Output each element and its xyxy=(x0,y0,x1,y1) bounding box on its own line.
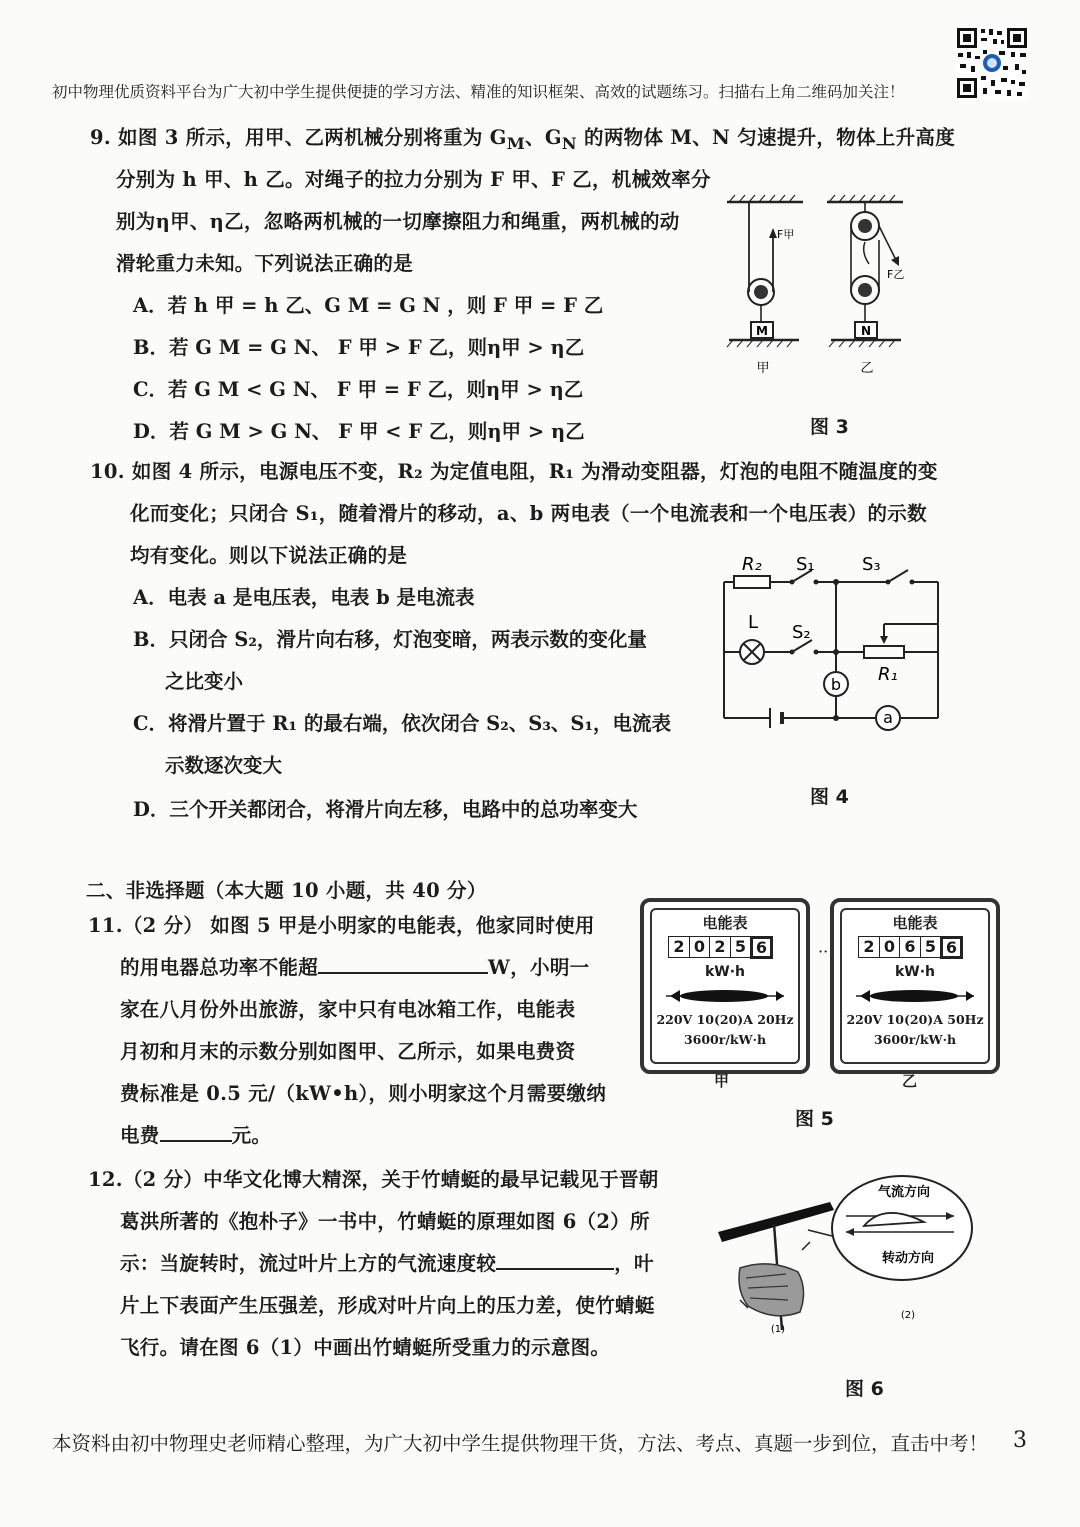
q12-blank-speed[interactable] xyxy=(496,1250,614,1270)
meter-left-digit: 2 xyxy=(668,936,690,958)
fig6-rotation-label: 转动方向 xyxy=(881,1251,935,1266)
q10-line1: 10. 如图 4 所示，电源电压不变，R₂ 为定值电阻，R₁ 为滑动变阻器，灯泡的电阻不随温度的变 xyxy=(90,460,938,483)
fig4-label-s1: S₁ xyxy=(796,554,815,575)
meter-right-spec: 220V 10(20)A 50Hz xyxy=(846,1012,984,1027)
q11-line5: 费标准是 0.5 元/（kW•h），则小明家这个月需要缴纳 xyxy=(120,1082,607,1105)
meter-left xyxy=(640,898,810,1074)
meter-right-digit: 5 xyxy=(920,936,942,958)
figure-3-caption: 图 3 xyxy=(810,416,849,438)
q9-line1: 9. 如图 3 所示，用甲、乙两机械分别将重为 $G_M$、$G_N$ 的两物体 M、N 匀速提升，物体上升高度 xyxy=(90,126,956,153)
fig4-label-r1: R₁ xyxy=(878,664,898,685)
q10-line3: 均有变化。则以下说法正确的是 xyxy=(130,544,408,567)
meter-left-rate: 3600r/kW·h xyxy=(683,1032,767,1047)
q10-option-d: D．三个开关都闭合，将滑片向左移，电路中的总功率变大 xyxy=(133,798,638,821)
fig4-label-s2: S₂ xyxy=(792,622,811,643)
meter-left-unit: kW·h xyxy=(704,964,746,980)
figure-4-caption: 图 4 xyxy=(810,786,849,808)
q10-option-b-cont: 之比变小 xyxy=(165,670,244,693)
q9-line4: 滑轮重力未知。下列说法正确的是 xyxy=(116,252,414,275)
meter-left-label: 甲 xyxy=(714,1072,730,1090)
q10-option-a: A．电表 a 是电压表，电表 b 是电流表 xyxy=(133,586,475,609)
meter-right-unit: kW·h xyxy=(894,964,936,980)
fig6-sub-1: (1) xyxy=(770,1324,786,1335)
meter-left-digits xyxy=(668,936,772,959)
meter-right-digit: 2 xyxy=(858,936,880,958)
q11-line6: 电费 元。 xyxy=(120,1124,272,1147)
qr-code xyxy=(955,26,1029,100)
fig3-object-m: M xyxy=(756,324,768,338)
meter-left-digit: 0 xyxy=(689,936,711,958)
q10-option-c-cont: 示数逐次变大 xyxy=(165,754,283,777)
fig3-force-left: F甲 xyxy=(777,228,795,241)
fig6-airflow-label: 气流方向 xyxy=(877,1185,931,1200)
section-2-title: 二、非选择题（本大题 10 小题，共 40 分） xyxy=(86,879,487,902)
fig4-meter-b: b xyxy=(830,675,842,694)
fig3-label-left: 甲 xyxy=(756,361,770,376)
q9-option-b: B．若 G M = G N、 F 甲 > F 乙，则η甲 > η乙 xyxy=(133,336,585,359)
page-number: 3 xyxy=(1013,1428,1027,1453)
q9-line2: 分别为 h 甲、h 乙。对绳子的拉力分别为 F 甲、F 乙，机械效率分 xyxy=(116,168,711,191)
meter-right-digits xyxy=(858,936,962,959)
figure-4-circuit xyxy=(712,548,952,738)
q10-option-c: C．将滑片置于 R₁ 的最右端，依次闭合 S₂、S₃、S₁，电流表 xyxy=(133,712,672,735)
header-banner: 初中物理优质资料平台为广大初中学生提供便捷的学习方法、精准的知识框架、高效的试题练习。扫描右上角二维码加关注！ xyxy=(52,83,905,101)
fig4-meter-a: a xyxy=(883,708,893,727)
meter-right-digit: 6 xyxy=(899,936,921,958)
meter-separator: ·· xyxy=(818,942,829,961)
q11-line4: 月初和月末的示数分别如图甲、乙所示，如果电费资 xyxy=(120,1040,576,1063)
q12-line5: 飞行。请在图 6（1）中画出竹蜻蜓所受重力的示意图。 xyxy=(120,1336,611,1359)
meter-left-digit-last: 6 xyxy=(750,936,773,959)
q9-option-d: D．若 G M > G N、 F 甲 < F 乙，则η甲 > η乙 xyxy=(133,420,585,443)
fig3-object-n: N xyxy=(860,324,872,338)
meter-right-digit: 0 xyxy=(879,936,901,958)
figure-6-bamboo-dragonfly xyxy=(712,1170,982,1340)
meter-left-title: 电能表 xyxy=(702,914,748,932)
q9-line3: 别为η甲、η乙，忽略两机械的一切摩擦阻力和绳重，两机械的动 xyxy=(116,210,680,233)
meter-left-spec: 220V 10(20)A 20Hz xyxy=(656,1012,794,1027)
q12-line2: 葛洪所著的《抱朴子》一书中，竹蜻蜓的原理如图 6（2）所 xyxy=(120,1210,650,1233)
meter-right-disc xyxy=(856,986,974,1006)
figure-6-caption: 图 6 xyxy=(845,1378,884,1400)
q9-option-c: C．若 G M < G N、 F 甲 = F 乙，则η甲 > η乙 xyxy=(133,378,584,401)
meter-left-digit: 5 xyxy=(730,936,752,958)
fig4-label-lamp: L xyxy=(748,612,759,633)
meter-left-disc xyxy=(666,986,784,1006)
meter-right-label: 乙 xyxy=(902,1072,918,1090)
figure-3-pulleys xyxy=(715,190,915,390)
footer-text: 本资料由初中物理史老师精心整理，为广大初中学生提供物理干货，方法、考点、真题一步到位，直击中考！ xyxy=(52,1432,989,1455)
fig3-label-right: 乙 xyxy=(860,361,874,376)
q11-blank-cost[interactable] xyxy=(160,1122,232,1142)
q12-line1: 12.（2 分）中华文化博大精深，关于竹蜻蜓的最早记载见于晋朝 xyxy=(88,1168,659,1191)
q10-option-b: B．只闭合 S₂，滑片向右移，灯泡变暗，两表示数的变化量 xyxy=(133,628,647,651)
meter-left-digit: 2 xyxy=(709,936,731,958)
q10-line2: 化而变化；只闭合 S₁，随着滑片的移动，a、b 两电表（一个电流表和一个电压表）的示数 xyxy=(130,502,927,525)
q11-line1: 11.（2 分） 如图 5 甲是小明家的电能表，他家同时使用 xyxy=(88,914,595,937)
fig4-label-r2: R₂ xyxy=(742,554,762,575)
q11-line3: 家在八月份外出旅游，家中只有电冰箱工作，电能表 xyxy=(120,998,576,1021)
q11-line2: 的用电器总功率不能超 W，小明一 xyxy=(120,956,590,979)
figure-5-caption: 图 5 xyxy=(795,1108,834,1130)
meter-right xyxy=(830,898,1000,1074)
q11-blank-power[interactable] xyxy=(318,954,488,974)
fig3-force-right: F乙 xyxy=(887,268,905,281)
fig4-label-s3: S₃ xyxy=(862,554,881,575)
fig6-sub-2: (2) xyxy=(900,1310,916,1321)
q9-option-a: A．若 h 甲 = h 乙、G M = G N ，则 F 甲 = F 乙 xyxy=(133,294,604,317)
meter-right-rate: 3600r/kW·h xyxy=(873,1032,957,1047)
meter-right-digit-last: 6 xyxy=(940,936,963,959)
q12-line4: 片上下表面产生压强差，形成对叶片向上的压力差，使竹蜻蜓 xyxy=(120,1294,655,1317)
q12-line3: 示：当旋转时，流过叶片上方的气流速度较 ，叶 xyxy=(120,1252,654,1275)
meter-right-title: 电能表 xyxy=(892,914,938,932)
